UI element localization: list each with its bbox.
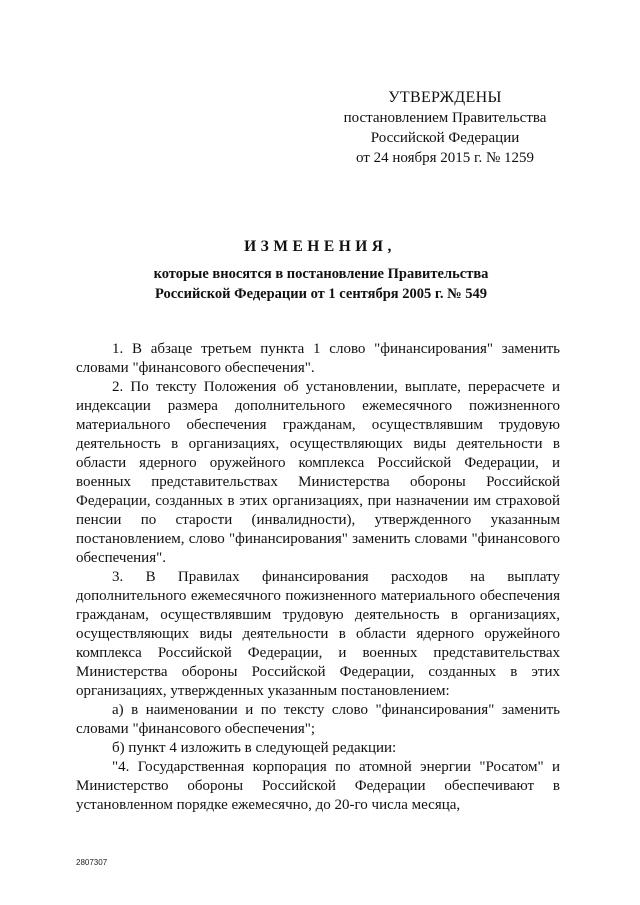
document-title: ИЗМЕНЕНИЯ, bbox=[244, 238, 396, 255]
document-body bbox=[76, 340, 560, 815]
document-subtitle bbox=[76, 264, 566, 304]
paragraph-item-1: 1. В абзаце третьем пункта 1 слово "финансирования" заменить словами "финансового обеспечения". bbox=[76, 341, 560, 376]
page-code: 2807307 bbox=[76, 858, 108, 867]
subtitle-line-1: которые вносятся в постановление Правительства bbox=[153, 266, 489, 282]
approval-heading: УТВЕРЖДЕНЫ bbox=[388, 89, 502, 106]
subtitle-line-2: Российской Федерации от 1 сентября 2005 г. № 549 bbox=[154, 286, 488, 302]
approval-line-3: от 24 ноября 2015 г. № 1259 bbox=[355, 150, 535, 166]
paragraph-subitem-a: а) в наименовании и по тексту слово "финансирования" заменить словами "финансового обеспечения"; bbox=[76, 702, 560, 737]
paragraph-quoted-item-4: "4. Государственная корпорация по атомной энергии "Росатом" и Министерство обороны Российской Федерации обеспечивают в установленном порядке ежемесячно, до 20-го числа месяца, bbox=[76, 759, 560, 813]
approval-line-1: постановлением Правительства bbox=[343, 110, 547, 126]
paragraph-subitem-b: б) пункт 4 изложить в следующей редакции: bbox=[112, 740, 397, 756]
paragraph-item-3: 3. В Правилах финансирования расходов на выплату дополнительного ежемесячного пожизненного материального обеспечения гражданам, осуществлявшим трудовую деятельность в организациях, осуществляющих виды деятельности в области ядерного оружейного комплекса Российской Федерации, и военных представительствах Министерства обороны Российской Федерации, созданных в этих организациях, утвержденных указанным постановлением: bbox=[76, 569, 560, 699]
approval-line-2: Российской Федерации bbox=[370, 130, 520, 146]
paragraph-item-2: 2. По тексту Положения об установлении, выплате, перерасчете и индексации размера дополнительного ежемесячного пожизненного материального обеспечения гражданам, осуществлявшим трудовую деятельность в организациях, осуществляющих виды деятельности в области ядерного оружейного комплекса Российской Федерации, и военных представительствах Министерства обороны Российской Федерации, созданных в этих организациях, при назначении им страховой пенсии по старости (инвалидности), утвержденного указанным постановлением, слово "финансирования" заменить словами "финансового обеспечения". bbox=[76, 379, 560, 566]
approval-block bbox=[340, 88, 550, 168]
